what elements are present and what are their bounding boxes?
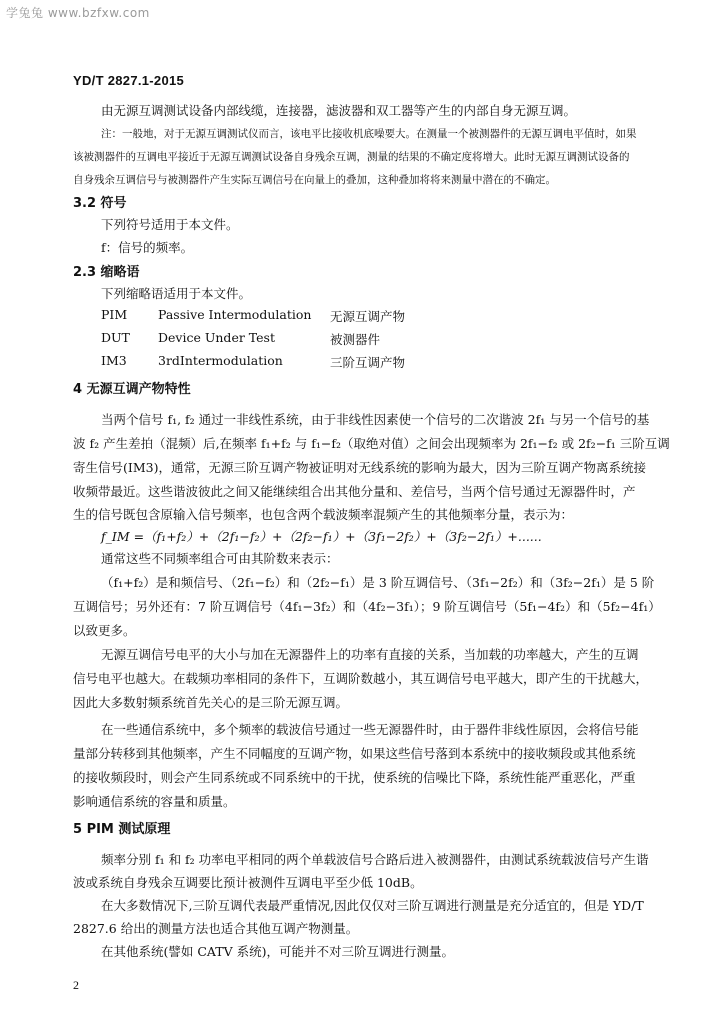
paragraph-line: 在其他系统(譬如 CATV 系统)，可能并不对三阶互调进行测量。: [101, 944, 454, 959]
symbol-item: f：信号的频率。: [101, 240, 194, 255]
watermark: 学兔兔 www.bzfxw.com: [6, 6, 150, 20]
paragraph-line: 当两个信号 f₁, f₂ 通过一非线性系统，由于非线性因素使一个信号的二次谐波 2f₁ 与另一个信号的基: [101, 412, 650, 427]
abbr-chinese: 被测器件: [330, 332, 381, 347]
paragraph-line: 收频带最近。这些谐波彼此之间又能继续组合出其他分量和、差信号，当两个信号通过无源器件时，产: [73, 484, 636, 499]
document-id: YD/T 2827.1-2015: [73, 73, 185, 88]
paragraph-line: 通常这些不同频率组合可由其阶数来表示：: [101, 551, 339, 566]
note-line: 该被测器件的互调电平接近于无源互调测试设备自身残余互调，测量的结果的不确定度将增大。此时无源互调测试设备的: [73, 151, 630, 163]
intermodulation-formula: f_IM =（f₁+f₂）+（2f₁−f₂）+（2f₂−f₁）+（3f₁−2f₂）+（3f₂−2f₁）+......: [101, 529, 542, 544]
paragraph-line: 波或系统自身残余互调要比预计被测件互调电平至少低 10dB。: [73, 875, 423, 890]
note-line: 注：一般地，对于无源互调测试仪而言，该电平比接收机底噪要大。在测量一个被测器件的无源互调电平值时，如果: [101, 128, 637, 140]
paragraph-line: 因此大多数射频系统首先关心的是三阶无源互调。: [73, 695, 349, 710]
symbols-intro: 下列符号适用于本文件。: [101, 217, 239, 232]
paragraph-line: 的接收频段时，则会产生同系统或不同系统中的干扰，使系统的信噪比下降，系统性能严重恶化，严重: [73, 770, 636, 785]
abbreviations-intro: 下列缩略语适用于本文件。: [101, 286, 252, 301]
paragraph-line: 以致更多。: [73, 623, 136, 638]
paragraph-line: 在大多数情况下,三阶互调代表最严重情况,因此仅仅对三阶互调进行测量是充分适宜的，但是 YD/T: [101, 898, 644, 913]
paragraph-line: 互调信号；另外还有：7 阶互调信号（4f₁−3f₂）和（4f₂−3f₁）；9 阶互调信号（5f₁−4f₂）和（5f₂−4f₁）: [73, 599, 661, 614]
paragraph-line: 量部分转移到其他频率，产生不同幅度的互调产物，如果这些信号落到本系统中的接收频段或其他系统: [73, 746, 636, 761]
paragraph-line: 2827.6 给出的测量方法也适合其他互调产物测量。: [73, 921, 359, 936]
abbr-code: IM3: [101, 353, 127, 368]
paragraph-line: 在一些通信系统中，多个频率的载波信号通过一些无源器件时，由于器件非线性原因，会将信号能: [101, 722, 639, 737]
paragraph-line: 寄生信号(IM3)，通常，无源三阶互调产物被证明对无线系统的影响为最大，因为三阶互调产物离系统接: [73, 460, 646, 475]
section-heading-abbreviations: 2.3 缩略语: [73, 265, 140, 280]
paragraph-line: 频率分别 f₁ 和 f₂ 功率电平相同的两个单载波信号合路后进入被测器件，由测试系统载波信号产生谐: [101, 852, 649, 867]
abbr-full: Device Under Test: [158, 330, 275, 345]
abbr-chinese: 三阶互调产物: [330, 355, 406, 370]
note-line: 自身残余互调信号与被测器件产生实际互调信号在向量上的叠加，这种叠加将将来测量中潜在的不确定。: [73, 174, 556, 186]
paragraph-line: 无源互调信号电平的大小与加在无源器件上的功率有直接的关系，当加载的功率越大，产生的互调: [101, 647, 639, 662]
abbr-code: DUT: [101, 330, 130, 345]
paragraph-line: 波 f₂ 产生差拍（混频）后,在频率 f₁+f₂ 与 f₁−f₂（取绝对值）之间会出现频率为 2f₁−f₂ 或 2f₂−f₁ 三阶互调: [73, 436, 670, 451]
intro-line: 由无源互调测试设备内部线缆，连接器，滤波器和双工器等产生的内部自身无源互调。: [101, 103, 577, 118]
paragraph-line: （f₁+f₂）是和频信号、（2f₁−f₂）和（2f₂−f₁）是 3 阶互调信号、（3f₁−2f₂）和（3f₂−2f₁）是 5 阶: [101, 575, 655, 590]
paragraph-line: 影响通信系统的容量和质量。: [73, 794, 236, 809]
abbr-full: Passive Intermodulation: [158, 307, 312, 322]
abbr-full: 3rdIntermodulation: [158, 353, 283, 368]
abbr-chinese: 无源互调产物: [330, 309, 406, 324]
page-number: 2: [73, 978, 79, 992]
section-heading-5: 5 PIM 测试原理: [73, 822, 171, 837]
section-heading-4: 4 无源互调产物特性: [73, 382, 191, 397]
abbr-code: PIM: [101, 307, 128, 322]
paragraph-line: 信号电平也越大。在载频功率相同的条件下，互调阶数越小，其互调信号电平越大，即产生的干扰越大，: [73, 671, 649, 686]
paragraph-line: 生的信号既包含原输入信号频率，也包含两个载波频率混频产生的其他频率分量，表示为：: [73, 507, 574, 522]
section-heading-symbols: 3.2 符号: [73, 196, 127, 211]
